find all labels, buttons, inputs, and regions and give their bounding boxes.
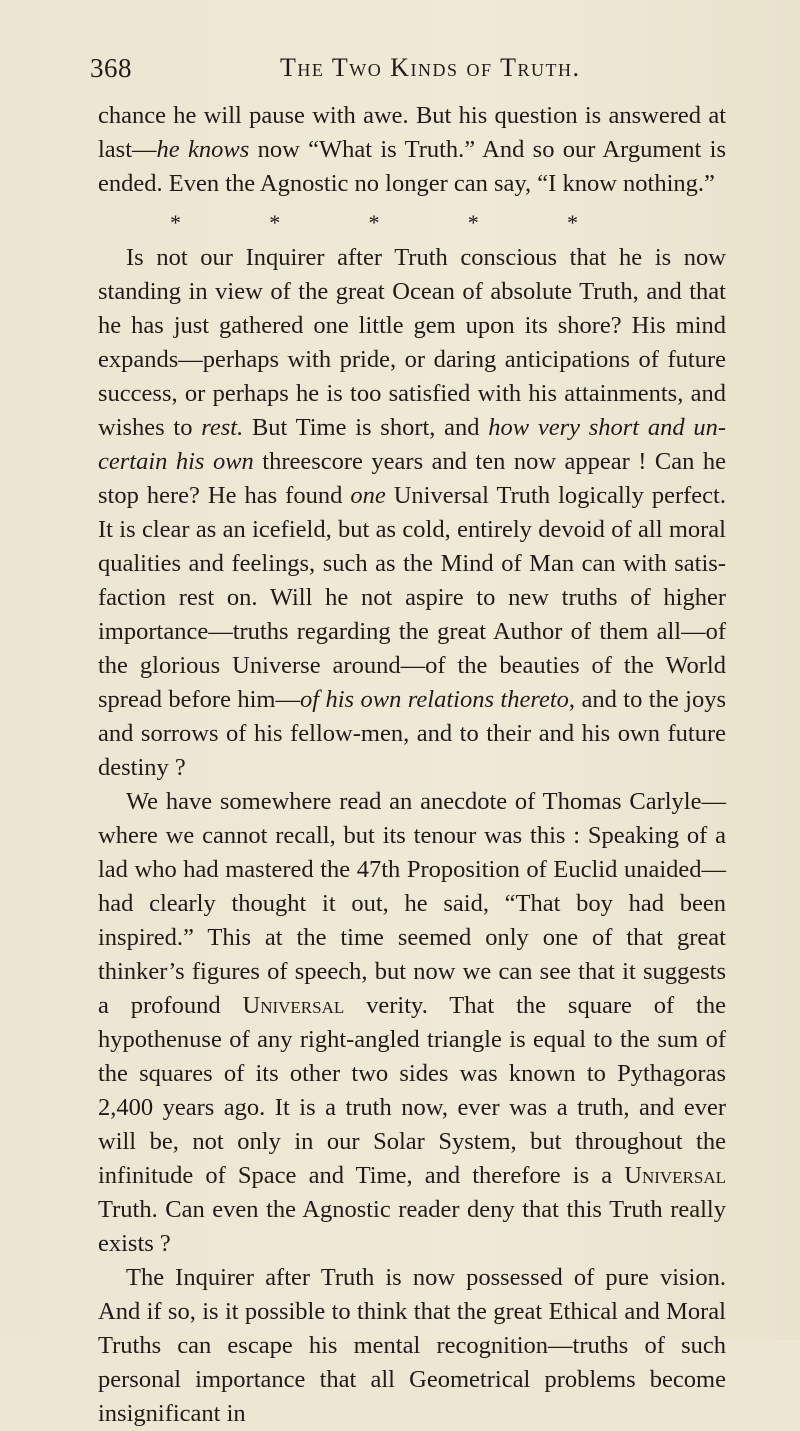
text-run: The Inquirer after Truth is now possessed of pure vision. And if so, is it possible to think that the great Ethical and Moral Truths can escape his mental recognition—truths of such personal importance that all Geometrical problems become insignificant in [98, 1264, 726, 1427]
small-caps-run: Universal [624, 1162, 726, 1189]
text-run: now “What is Truth.” And so our Argument is ended. Even the Agnostic no longer can say, “I know nothing.” [98, 136, 727, 197]
italic-run: of his own relations thereto [300, 686, 569, 713]
italic-run: he knows [156, 136, 250, 163]
page-number: 368 [90, 53, 132, 83]
text-run: But Time is short, and [243, 414, 489, 441]
text-run: , and to the joys and sorrows of his fellow-men, and to their and his own future destiny ? [98, 686, 726, 781]
section-break-asterisks [170, 204, 578, 241]
running-head: The Two Kinds of Truth. [280, 53, 581, 82]
small-caps-run: Universal [242, 992, 345, 1019]
paragraph-1 [98, 99, 726, 201]
asterisk: * [567, 210, 578, 235]
paragraph-2 [98, 241, 726, 785]
text-run: We have somewhere read an anecdote of Thomas Carlyle—where we cannot recall, but its tenour was this : Speaking of a lad who had mastered the 47th Proposition of Euclid unaided—had clearly thought it out, he said, “That boy had been inspired.” This at the time seemed only one of that great thinker’s figures of speech, but now we can see that it suggests a profound [98, 788, 726, 1019]
italic-run: how very short and un-certain his own [98, 414, 726, 475]
body-text [98, 99, 726, 1431]
asterisk: * [170, 210, 181, 235]
text-run: verity. That the square of the hypothenuse of any right-angled triangle is equal to the sum of the squares of its other two sides was known to Pythagoras 2,400 years ago. It is a truth now, ever was a truth, and ever will be, not only in our Solar System, but throughout the infinitude of Space and Time, and therefore is a [98, 992, 726, 1189]
text-run: Universal Truth logically perfect. It is clear as an icefield, but as cold, entirely devoid of all moral qualities and feelings, such as the Mind of Man can with satis-faction rest on. Will he not aspire to new truths of higher importance—truths regarding the great Author of them all—of the glorious Universe around—of the beauties of the World spread before him— [98, 482, 726, 713]
italic-run: rest. [201, 414, 244, 441]
text-run: Truth. Can even the Agnostic reader deny that this Truth really exists ? [98, 1196, 726, 1257]
asterisk: * [269, 210, 281, 235]
asterisk: * [368, 210, 380, 235]
paragraph-3 [98, 785, 726, 1261]
page-header [90, 50, 720, 90]
text-run: chance he will pause with awe. But his question is answered at last— [98, 102, 726, 163]
text-run: threescore years and ten now appear ! Can he stop here? He has found [98, 448, 726, 509]
paragraph-4 [98, 1261, 726, 1431]
italic-run: one [350, 482, 386, 509]
text-run: Is not our Inquirer after Truth conscious that he is now standing in view of the great Ocean of absolute Truth, and that he has just gathered one little gem upon its shore? His mind expands—perhaps with pride, or daring anticipations of future success, or perhaps he is too satisfied with his attainments, and wishes to [98, 244, 726, 441]
asterisk: * [467, 210, 479, 235]
